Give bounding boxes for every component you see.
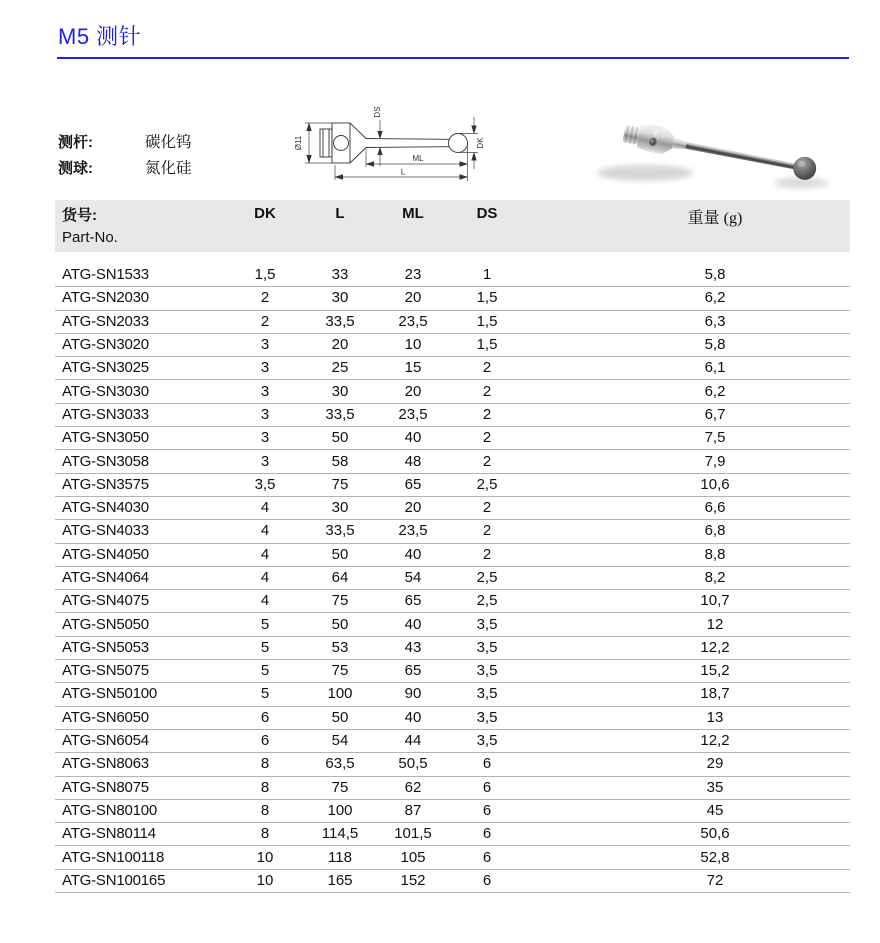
cell-weight: 6,1 [704,359,726,377]
cell-ml: 105 [400,848,426,866]
cell-dk: 6 [260,708,270,726]
shaft-label: 测杆: [58,133,93,151]
cell-ml: 23,5 [398,405,428,423]
cell-ml: 20 [404,382,422,400]
cell-dk: 3 [260,382,270,400]
cell-part-no: ATG-SN6054 [62,732,149,750]
cell-ml: 23,5 [398,312,428,330]
part-no-label-en: Part-No. [62,229,118,246]
dim-label-l: L [400,167,406,177]
table-row [55,404,850,427]
table-row [55,357,850,380]
ball-material: 氮化硅 [145,160,192,177]
cell-ds: 6 [482,825,492,843]
table-row [55,730,850,753]
cell-ml: 101,5 [394,825,432,843]
table-header [55,200,850,252]
cell-dk: 8 [260,755,270,773]
cell-l: 30 [331,499,349,517]
cell-dk: 4 [260,545,270,563]
cell-ds: 2 [482,522,492,540]
cell-ds: 2 [482,429,492,447]
column-header-spacer [523,205,615,248]
table-row [55,683,850,706]
cell-part-no: ATG-SN5075 [62,662,149,680]
column-header-ml: ML [402,205,424,222]
table-row [55,800,850,823]
cell-dk: 1,5 [254,266,276,284]
cell-part-no: ATG-SN8063 [62,755,149,773]
cell-dk: 8 [260,825,270,843]
cell-ml: 152 [400,871,426,889]
cell-l: 50 [331,545,349,563]
cell-l: 58 [331,452,349,470]
cell-ds: 2 [482,452,492,470]
table-row [55,334,850,357]
cell-ds: 2 [482,545,492,563]
cell-ds: 2 [482,382,492,400]
cell-weight: 7,9 [704,452,726,470]
cell-dk: 4 [260,522,270,540]
cell-ds: 2 [482,405,492,423]
table-row [55,427,850,450]
cell-part-no: ATG-SN3025 [62,359,149,377]
cell-part-no: ATG-SN3030 [62,382,149,400]
cell-part-no: ATG-SN4033 [62,522,149,540]
cell-ml: 23,5 [398,522,428,540]
cell-part-no: ATG-SN5050 [62,615,149,633]
cell-part-no: ATG-SN3033 [62,405,149,423]
cell-weight: 5,8 [704,266,726,284]
table-row [55,707,850,730]
cell-l: 33,5 [325,522,355,540]
cell-dk: 8 [260,778,270,796]
ball-label: 测球: [58,159,93,177]
cell-ds: 6 [482,755,492,773]
cell-l: 75 [331,592,349,610]
cell-dk: 3 [260,359,270,377]
cell-ds: 3,5 [476,638,498,656]
cell-l: 53 [331,638,349,656]
title-underline [57,57,849,59]
cell-weight: 35 [706,778,724,796]
cell-ds: 1,5 [476,289,498,307]
cell-weight: 5,8 [704,336,726,354]
cell-ml: 23 [404,266,422,284]
cell-part-no: ATG-SN5053 [62,638,149,656]
cell-part-no: ATG-SN80100 [62,801,158,819]
cell-part-no: ATG-SN4050 [62,545,149,563]
cell-dk: 3 [260,336,270,354]
cell-ml: 44 [404,732,422,750]
cell-dk: 10 [256,871,274,889]
cell-l: 33,5 [325,312,355,330]
cell-dk: 3 [260,452,270,470]
table-row [55,264,850,287]
cell-dk: 6 [260,732,270,750]
cell-ml: 65 [404,475,422,493]
cell-ds: 1 [482,266,492,284]
cell-dk: 5 [260,638,270,656]
dim-label-shank-diameter: Ø11 [294,135,303,151]
cell-ml: 62 [404,778,422,796]
cell-weight: 18,7 [700,685,730,703]
cell-weight: 12,2 [700,732,730,750]
dim-label-ml: ML [412,154,424,163]
cell-ml: 48 [404,452,422,470]
cell-l: 63,5 [325,755,355,773]
column-header-part-no [55,205,225,248]
cell-ds: 3,5 [476,708,498,726]
cell-part-no: ATG-SN4064 [62,569,149,586]
table-row [55,497,850,520]
table-row [55,567,850,590]
cell-l: 100 [327,685,353,703]
table-row [55,777,850,800]
cell-dk: 3 [260,429,270,447]
cell-part-no: ATG-SN100118 [62,848,165,866]
cell-l: 165 [327,871,353,889]
table-row [55,613,850,636]
cell-ml: 65 [404,662,422,680]
cell-dk: 2 [260,312,270,330]
cell-part-no: ATG-SN80114 [62,825,156,843]
cell-weight: 72 [706,871,724,889]
column-header-ds: DS [476,205,498,222]
cell-l: 50 [331,708,349,726]
table-row [55,846,850,869]
cell-ds: 6 [482,871,492,889]
cell-ds: 6 [482,778,492,796]
cell-weight: 6,3 [704,312,726,330]
cell-ds: 3,5 [476,685,498,703]
cell-ds: 3,5 [476,662,498,680]
cell-weight: 29 [706,755,724,773]
body-shadow [597,165,693,181]
cell-dk: 3,5 [254,475,276,493]
cell-dk: 4 [260,592,270,610]
cell-weight: 6,6 [704,499,726,517]
cell-ml: 40 [404,615,422,633]
cell-weight: 10,7 [700,592,730,610]
cell-ds: 6 [482,848,492,866]
cell-part-no: ATG-SN1533 [62,266,149,284]
cell-weight: 6,2 [704,289,726,307]
cell-dk: 2 [260,289,270,307]
cell-l: 25 [331,359,349,377]
cell-part-no: ATG-SN3058 [62,452,149,470]
cell-ml: 40 [404,708,422,726]
table-row [55,544,850,567]
cell-part-no: ATG-SN50100 [62,685,158,703]
cell-dk: 5 [260,685,270,703]
cell-ds: 3,5 [476,732,498,750]
cell-ds: 2,5 [476,475,498,493]
table-row [55,590,850,613]
cell-weight: 13 [706,708,724,726]
cell-weight: 15,2 [700,662,730,680]
cell-part-no: ATG-SN2030 [62,289,149,307]
cell-part-no: ATG-SN100165 [62,871,166,889]
cell-dk: 8 [260,801,270,819]
material-specs [58,128,192,180]
cell-part-no: ATG-SN3050 [62,429,149,447]
table-row [55,637,850,660]
cell-ml: 20 [404,499,422,517]
cell-weight: 50,6 [700,825,730,843]
cell-ml: 87 [404,801,422,819]
cell-ml: 65 [404,592,422,610]
cell-l: 75 [331,475,349,493]
cell-dk: 5 [260,615,270,633]
column-header-weight: 重量 (g) [687,210,743,227]
cell-part-no: ATG-SN6050 [62,708,149,726]
cell-ds: 1,5 [476,336,498,354]
cell-ml: 20 [404,289,422,307]
cell-dk: 5 [260,662,270,680]
cell-part-no: ATG-SN3575 [62,475,149,493]
cell-ds: 2 [482,499,492,517]
cell-part-no: ATG-SN2033 [62,312,149,330]
cell-l: 75 [331,662,349,680]
cell-ds: 1,5 [476,312,498,330]
cell-dk: 10 [256,848,274,866]
cell-weight: 6,2 [704,382,726,400]
cell-l: 54 [331,732,349,750]
cell-l: 20 [331,336,349,354]
cell-weight: 12,2 [700,638,730,656]
table-row [55,870,850,893]
cell-l: 118 [328,848,352,866]
cell-weight: 10,6 [700,475,730,493]
cell-l: 100 [327,801,353,819]
cell-ml: 50,5 [398,755,428,773]
cell-l: 33 [331,266,349,284]
table-row [55,287,850,310]
cell-ds: 2,5 [476,569,498,586]
table-row [55,380,850,403]
table-row [55,823,850,846]
cell-l: 64 [331,569,349,586]
spec-row-ball [58,154,192,180]
column-header-l: L [335,205,345,222]
cell-dk: 4 [260,499,270,517]
cell-ml: 10 [404,336,422,354]
parts-table-body [55,264,850,893]
shaft-material: 碳化钨 [145,134,192,151]
dim-label-ds: DS [373,106,382,118]
cell-l: 50 [331,615,349,633]
cell-dk: 4 [260,569,270,586]
table-row [55,520,850,543]
page-title: M5 测针 [58,24,142,49]
cell-ml: 15 [404,359,422,377]
part-no-label-zh: 货号: [62,207,97,224]
cell-l: 30 [331,289,349,307]
cell-l: 50 [331,429,349,447]
cell-weight: 12 [706,615,724,633]
spec-row-shaft [58,128,192,154]
stylus-product-photo [588,84,878,202]
cell-part-no: ATG-SN8075 [62,778,149,796]
column-header-dk: DK [254,205,276,222]
cell-weight: 45 [706,801,724,819]
cell-weight: 8,2 [704,569,726,586]
cell-ds: 2,5 [476,592,498,610]
cell-ds: 3,5 [476,615,498,633]
table-row [55,660,850,683]
cell-l: 33,5 [325,405,355,423]
dim-label-dk: DK [476,137,485,149]
cell-ml: 43 [404,638,422,656]
cell-weight: 52,8 [700,848,730,866]
cell-ml: 40 [404,545,422,563]
cell-ds: 6 [482,801,492,819]
cell-part-no: ATG-SN4075 [62,592,149,610]
cell-ml: 90 [404,685,422,703]
table-row [55,474,850,497]
cell-l: 75 [331,778,349,796]
cell-ml: 40 [404,429,422,447]
cell-part-no: ATG-SN3020 [62,336,149,354]
cell-ds: 2 [482,359,492,377]
stylus-dimension-drawing [292,96,510,194]
cell-weight: 6,8 [704,522,726,540]
cell-weight: 6,7 [704,405,726,423]
cell-weight: 8,8 [704,545,726,563]
table-row [55,753,850,776]
cell-l: 30 [331,382,349,400]
table-row [55,450,850,473]
cell-weight: 7,5 [704,429,726,447]
cell-ml: 54 [404,569,422,586]
cell-part-no: ATG-SN4030 [62,499,149,517]
table-row [55,311,850,334]
cell-l: 114,5 [321,825,359,843]
cell-dk: 3 [260,405,270,423]
